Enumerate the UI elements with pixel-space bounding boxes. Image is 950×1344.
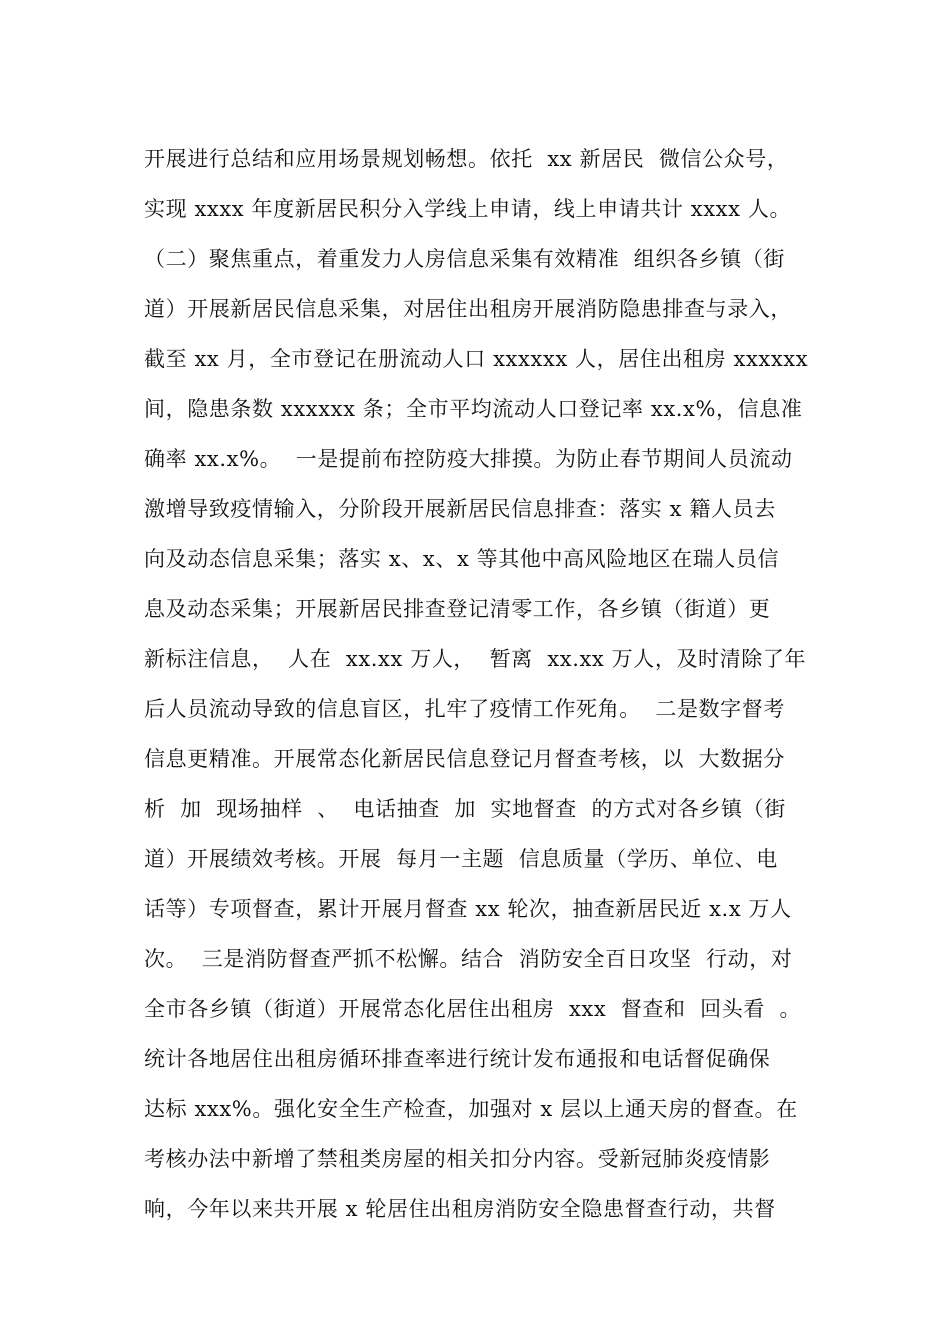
text-line: 开展进行总结和应用场景规划畅想。依托 xx 新居民 微信公众号，: [144, 147, 789, 171]
text-line: 新标注信息， 人在 xx.xx 万人， 暂离 xx.xx 万人，及时清除了年: [144, 647, 807, 671]
text-line: 间，隐患条数 xxxxxx 条；全市平均流动人口登记率 xx.x%，信息准: [144, 397, 803, 421]
text-line: （二）聚焦重点，着重发力人房信息采集有效精准 组织各乡镇（街: [144, 247, 785, 271]
text-line: 达标 xxx%。强化安全生产检查，加强对 x 层以上通天房的督查。在: [144, 1097, 798, 1121]
text-line: 实现 xxxx 年度新居民积分入学线上申请，线上申请共计 xxxx 人。: [144, 197, 792, 221]
text-line: 后人员流动导致的信息盲区，扎牢了疫情工作死角。 二是数字督考: [144, 697, 785, 721]
text-line: 考核办法中新增了禁租类房屋的相关扣分内容。受新冠肺炎疫情影: [144, 1147, 771, 1171]
text-line: 息及动态采集；开展新居民排查登记清零工作，各乡镇（街道）更: [144, 597, 771, 621]
text-line: 激增导致疫情输入，分阶段开展新居民信息排查：落实 x 籍人员去: [144, 497, 776, 521]
text-line: 道）开展新居民信息采集，对居住出租房开展消防隐患排查与录入，: [144, 297, 792, 321]
text-line: 析 加 现场抽样 、 电话抽查 加 实地督查 的方式对各乡镇（街: [144, 797, 786, 821]
text-line: 道）开展绩效考核。开展 每月一主题 信息质量（学历、单位、电: [144, 847, 778, 871]
text-line: 全市各乡镇（街道）开展常态化居住出租房 xxx 督查和 回头看 。: [144, 997, 802, 1021]
body-text: [144, 134, 844, 1234]
text-line: 话等）专项督查，累计开展月督查 xx 轮次，抽查新居民近 x.x 万人: [144, 897, 792, 921]
text-line: 确率 xx.x%。 一是提前布控防疫大排摸。为防止春节期间人员流动: [144, 447, 793, 471]
text-line: 次。 三是消防督查严抓不松懈。结合 消防安全百日攻坚 行动，对: [144, 947, 793, 971]
text-line: 信息更精准。开展常态化新居民信息登记月督查考核，以 大数据分: [144, 747, 785, 771]
text-line: 响，今年以来共开展 x 轮居住出租房消防安全隐患督查行动，共督: [144, 1197, 776, 1221]
text-line: 向及动态信息采集；落实 x、x、x 等其他中高风险地区在瑞人员信: [144, 547, 780, 571]
text-line: 截至 xx 月，全市登记在册流动人口 xxxxxx 人，居住出租房 xxxxxx: [144, 347, 809, 371]
text-line: 统计各地居住出租房循环排查率进行统计发布通报和电话督促确保: [144, 1047, 771, 1071]
